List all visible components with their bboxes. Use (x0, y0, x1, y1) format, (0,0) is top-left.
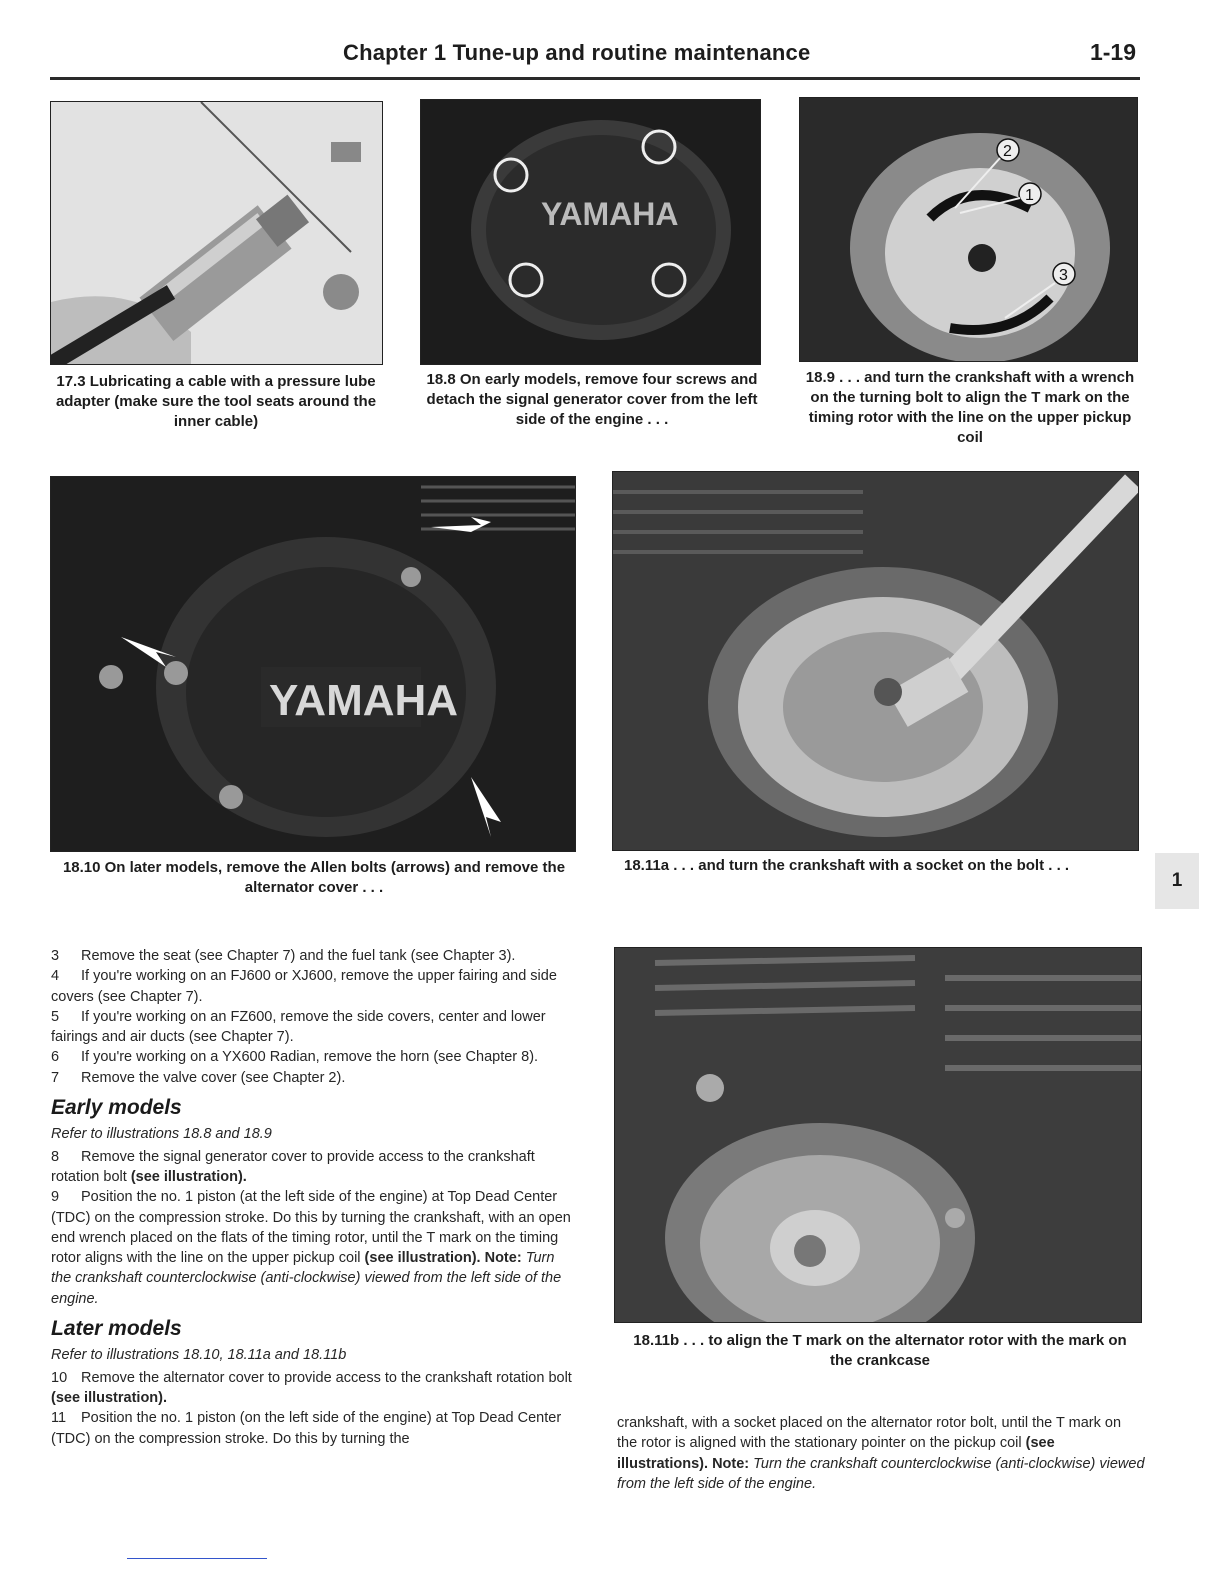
step-number: 10 (51, 1369, 68, 1386)
paragraph-4 (51, 966, 578, 1007)
caption-18-10: 18.10 On later models, remove the Allen bolts (arrows) and remove the alternator cover . . . (62, 859, 566, 896)
heading-early-models: Early models (51, 1096, 182, 1120)
note-bold: (see illustrations). Note: (617, 1435, 1055, 1472)
note-italic: Turn the crankshaft counterclockwise (anti-clockwise) viewed from the left side of the engine. (51, 1250, 562, 1307)
photo-18-11a-socket-on-bolt (612, 471, 1139, 851)
step-text: Remove the signal generator cover to provide access to the crankshaft rotation bolt (51, 1148, 535, 1185)
step-text: Position the no. 1 piston (on the left side of the engine) at Top Dead Center (TDC) on the compression stroke. Do this by turning the (51, 1410, 562, 1447)
caption-18-11b: 18.11b . . . to align the T mark on the alternator rotor with the mark on the crankcase (633, 1332, 1127, 1369)
photo-18-8-signal-generator-cover (420, 99, 761, 365)
step-number: 5 (51, 1008, 60, 1025)
yamaha-logo-18-10: YAMAHA (269, 676, 459, 725)
paragraph-11-continued (617, 1413, 1145, 1494)
step-text: Position the no. 1 piston (at the left side of the engine) at Top Dead Center (TDC) on the compression stroke. Do this by turning the crankshaft, with an open end wrench placed on the flats of the timing rotor, until the T mark on the timing rotor aligns with the line on the upper pickup coil (51, 1189, 571, 1267)
paragraph-6 (51, 1047, 578, 1067)
note-italic: Turn the crankshaft counterclockwise (anti-clockwise) viewed from the left side of the engine. (617, 1455, 1145, 1492)
step-text: If you're working on an FZ600, remove the side covers, center and lower fairings and air ducts (see Chapter 7). (51, 1008, 546, 1046)
step-text: crankshaft, with a socket placed on the alternator rotor bolt, until the T mark on the rotor is aligned with the stationary pointer on the pickup coil (617, 1415, 1122, 1452)
illustration-ref-bold: (see illustration). (130, 1168, 247, 1185)
photo-18-10-alternator-cover (50, 476, 576, 852)
step-text: If you're working on an FJ600 or XJ600, remove the upper fairing and side covers (see Chapter 7). (51, 968, 557, 1005)
body-left-column (51, 946, 578, 1449)
step-number: 7 (51, 1069, 60, 1086)
step-number: 6 (51, 1049, 60, 1066)
paragraph-8 (51, 1147, 578, 1188)
paragraph-5 (51, 1007, 578, 1048)
note-bold: (see illustration). Note: (364, 1250, 522, 1267)
caption-17-3: 17.3 Lubricating a cable with a pressure lube adapter (make sure the tool seats around the inner cable) (55, 373, 377, 430)
bottom-link-underline (127, 1558, 267, 1559)
step-number: 3 (51, 948, 60, 964)
step-text: Remove the seat (see Chapter 7) and the fuel tank (see Chapter 3). (81, 948, 516, 964)
paragraph-10 (51, 1368, 578, 1409)
photo-17-3-cable-lube-adapter (50, 101, 383, 365)
caption-18-11a: 18.11a . . . and turn the crankshaft with a socket on the bolt . . . (624, 857, 1070, 874)
page-number: 1-19 (1089, 39, 1136, 65)
callout-3: 3 (1059, 267, 1068, 284)
step-number: 4 (51, 968, 60, 985)
photo-18-9-timing-rotor (799, 97, 1138, 362)
yamaha-logo-18-8: YAMAHA (541, 196, 679, 232)
body-right-column (617, 1413, 1145, 1494)
paragraph-9 (51, 1187, 578, 1309)
chapter-title: Chapter 1 Tune-up and routine maintenance (343, 40, 811, 65)
heading-later-models: Later models (51, 1317, 182, 1341)
callout-1: 1 (1025, 187, 1034, 204)
chapter-tab: 1 (1155, 853, 1199, 909)
callout-2: 2 (1003, 143, 1012, 160)
step-number: 8 (51, 1148, 60, 1165)
paragraph-7 (51, 1068, 578, 1088)
caption-18-9: 18.9 . . . and turn the crankshaft with a wrench on the turning bolt to align the T mark on the timing rotor with the line on the upper pickup coil (805, 369, 1135, 446)
step-number: 11 (51, 1410, 67, 1427)
step-text: Remove the valve cover (see Chapter 2). (81, 1069, 346, 1086)
illustration-ref-bold: (see illustration). (51, 1389, 168, 1406)
caption-18-8: 18.8 On early models, remove four screws and detach the signal generator cover from the left side of the engine . . . (426, 371, 758, 428)
early-illustration-ref: Refer to illustrations 18.8 and 18.9 (51, 1126, 272, 1143)
paragraph-3 (51, 946, 578, 966)
step-text: Remove the alternator cover to provide access to the crankshaft rotation bolt (81, 1369, 572, 1386)
photo-18-11b-alternator-rotor-mark (614, 947, 1142, 1323)
step-number: 9 (51, 1189, 60, 1206)
header-divider (50, 77, 1140, 80)
paragraph-11 (51, 1408, 578, 1449)
later-illustration-ref: Refer to illustrations 18.10, 18.11a and 18.11b (51, 1347, 347, 1364)
step-text: If you're working on a YX600 Radian, remove the horn (see Chapter 8). (81, 1049, 539, 1066)
